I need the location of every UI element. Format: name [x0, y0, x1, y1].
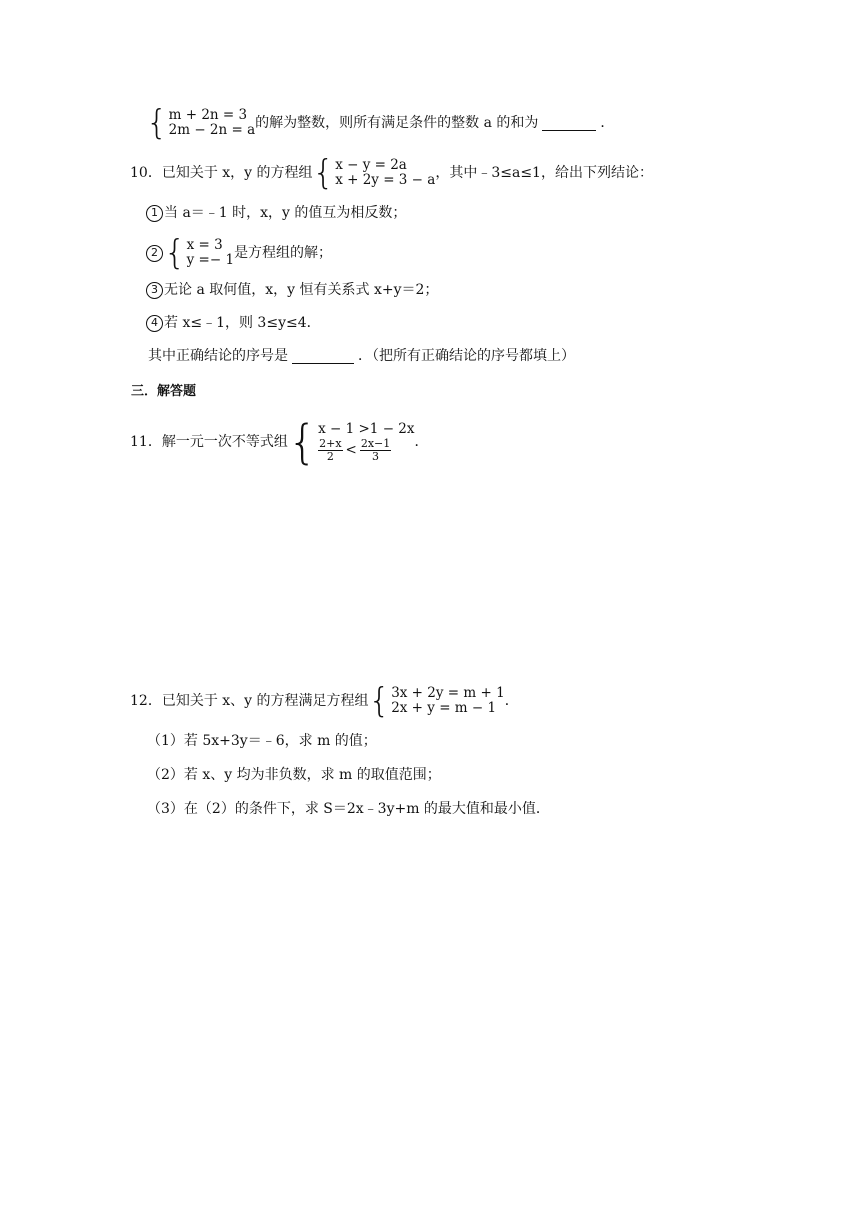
q9-line — [146, 103, 615, 143]
q10-item-2 — [146, 233, 333, 273]
q10-item-1 — [146, 204, 406, 222]
q11-eq2 — [318, 438, 414, 463]
q11-system — [287, 415, 415, 469]
q9-eq1: m + 2n = 3 — [168, 107, 248, 123]
q12-part-3: （3）在（2）的条件下，求 S＝2x﹣3y+m 的最大值和最小值． — [147, 801, 550, 817]
q9-text: 的解为整数，则所有满足条件的整数 a 的和为 — [255, 115, 539, 131]
q10-number: 10． — [130, 165, 162, 181]
q10-condition: ，其中﹣3≤a≤1，给出下列结论： — [435, 165, 653, 181]
brace-icon: { — [312, 153, 335, 193]
circle-3-icon: 3 — [146, 282, 163, 299]
q10-answer-lead: 其中正确结论的序号是 — [148, 348, 288, 364]
q10-item-2-eq1: x = 3 — [186, 237, 223, 253]
q12-eq2: 2x + y = m − 1 — [391, 700, 497, 716]
q11-text: 解一元一次不等式组 — [161, 434, 288, 450]
q10-answer-tail: ．（把所有正确结论的序号都填上） — [358, 348, 575, 364]
q10-item-4-text: 若 x≤﹣1，则 3≤y≤4． — [164, 315, 321, 331]
q12-line — [130, 681, 519, 721]
q11-line — [130, 415, 429, 469]
q10-system — [312, 153, 436, 193]
q10-item-2-eq2: y =− 1 — [186, 252, 235, 268]
q9-end: ． — [600, 115, 615, 131]
q10-line — [130, 153, 653, 193]
q11-fraction-right: $\frac{2x-1}{3}$ — [360, 437, 391, 463]
q12-eq1: 3x + 2y = m + 1 — [391, 685, 505, 701]
circle-4-icon: 4 — [146, 315, 163, 332]
section-heading: 三．解答题 — [131, 384, 197, 399]
q10-intro: 已知关于 x，y 的方程组 — [161, 165, 313, 181]
q10-item-3 — [146, 281, 438, 299]
q10-item-4 — [146, 314, 321, 332]
q11-fraction-left: $\frac{2+x}{2}$ — [319, 437, 342, 463]
q10-answer-blank[interactable] — [292, 349, 354, 364]
brace-icon: { — [164, 233, 186, 273]
q12-text: 已知关于 x、y 的方程满足方程组 — [161, 693, 369, 709]
brace-icon: { — [146, 103, 168, 143]
q10-eq1: x − y = 2a — [335, 157, 407, 173]
q10-eq2: x + 2y = 3 − a — [335, 172, 436, 188]
q10-item-3-text: 无论 a 取何值，x，y 恒有关系式 x+y＝2； — [164, 282, 439, 298]
q10-item-1-text: 当 a＝﹣1 时，x，y 的值互为相反数； — [164, 205, 407, 221]
q11-number: 11． — [130, 434, 162, 450]
q12-system — [368, 681, 505, 721]
q12-number: 12． — [130, 693, 162, 709]
brace-icon: { — [287, 415, 318, 469]
q11-eq1: x − 1 >1 − 2x — [318, 421, 415, 437]
q10-item-2-text: 是方程组的解； — [234, 245, 333, 261]
circle-1-icon: 1 — [146, 205, 163, 222]
q11-relation: < — [345, 442, 357, 458]
brace-icon: { — [368, 681, 391, 721]
q9-eq2: 2m − 2n = a — [168, 122, 256, 138]
q9-system — [146, 103, 256, 143]
q10-answer-line — [148, 347, 575, 365]
circle-2-icon: 2 — [146, 245, 163, 262]
q10-item-2-system — [164, 233, 235, 273]
q11-end: ． — [414, 434, 429, 450]
q12-part-2: （2）若 x、y 均为非负数，求 m 的取值范围； — [147, 767, 441, 783]
q12-part-1: （1）若 5x+3y＝﹣6，求 m 的值； — [147, 733, 377, 749]
q9-answer-blank[interactable] — [542, 116, 596, 131]
q12-end: ． — [504, 693, 519, 709]
